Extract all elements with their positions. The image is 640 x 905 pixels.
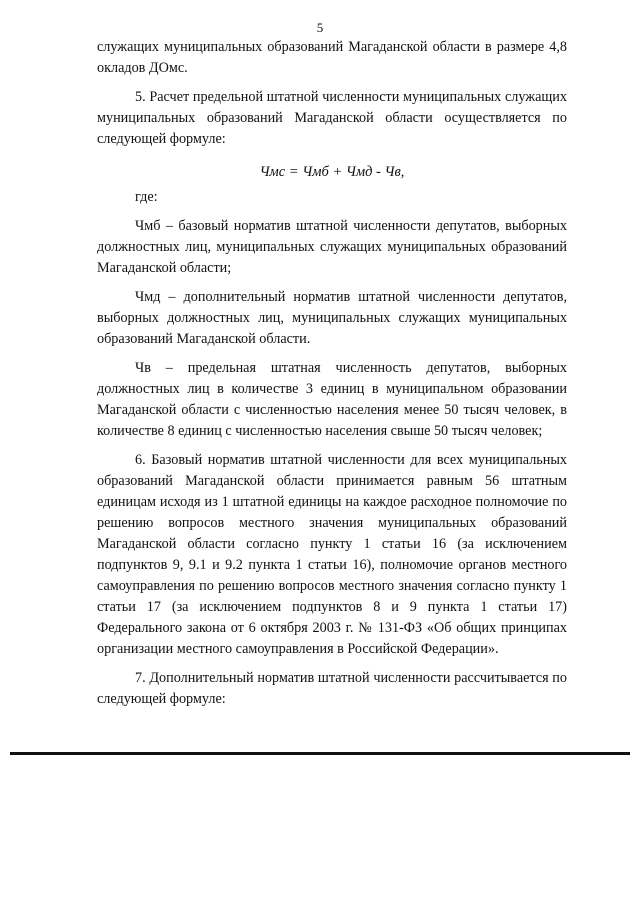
horizontal-rule xyxy=(10,752,630,755)
where-label: где: xyxy=(135,189,158,205)
document-body xyxy=(97,37,567,710)
paragraph-item-7: 7. Дополнительный норматив штатной численности рассчитывается по следующей формуле: xyxy=(97,670,567,707)
paragraph-continuation: служащих муниципальных образований Магаданской области в размере 4,8 окладов ДОмс. xyxy=(97,39,567,76)
paragraph-item-5: 5. Расчет предельной штатной численности муниципальных служащих муниципальных образований Магаданской области осуществляется по следующей формуле: xyxy=(97,89,567,147)
definition-chmb: Чмб – базовый норматив штатной численности депутатов, выборных должностных лиц, муниципальных служащих муниципальных образований Магаданской области; xyxy=(97,218,567,276)
formula: Чмс = Чмб + Чмд - Чв, xyxy=(259,164,405,180)
page-number: 5 xyxy=(316,20,324,35)
definition-chmd: Чмд – дополнительный норматив штатной численности депутатов, выборных должностных лиц, муниципальных служащих муниципальных образований Магаданской области. xyxy=(97,289,567,347)
definition-chv: Чв – предельная штатная численность депутатов, выборных должностных лиц в количестве 3 единиц в муниципальном образовании Магаданской области с численностью населения менее 50 тысяч человек, в количестве 8 единиц с численностью населения свыше 50 тысяч человек; xyxy=(97,360,567,439)
paragraph-item-6: 6. Базовый норматив штатной численности для всех муниципальных образований Магаданской области принимается равным 56 штатным единицам исходя из 1 штатной единицы на каждое расходное полномочие по решению вопросов местного значения муниципальных образований Магаданской области согласно пункту 1 статьи 16 (за исключением подпунктов 9, 9.1 и 9.2 пункта 1 статьи 16), полномочие органов местного самоуправления по решению вопросов местного значения согласно пункту 1 статьи 17 (за исключением подпунктов 8 и 9 пункта 1 статьи 17) Федерального закона от 6 октября 2003 г. № 131-ФЗ «Об общих принципах организации местного самоуправления в Российской Федерации». xyxy=(97,452,567,657)
